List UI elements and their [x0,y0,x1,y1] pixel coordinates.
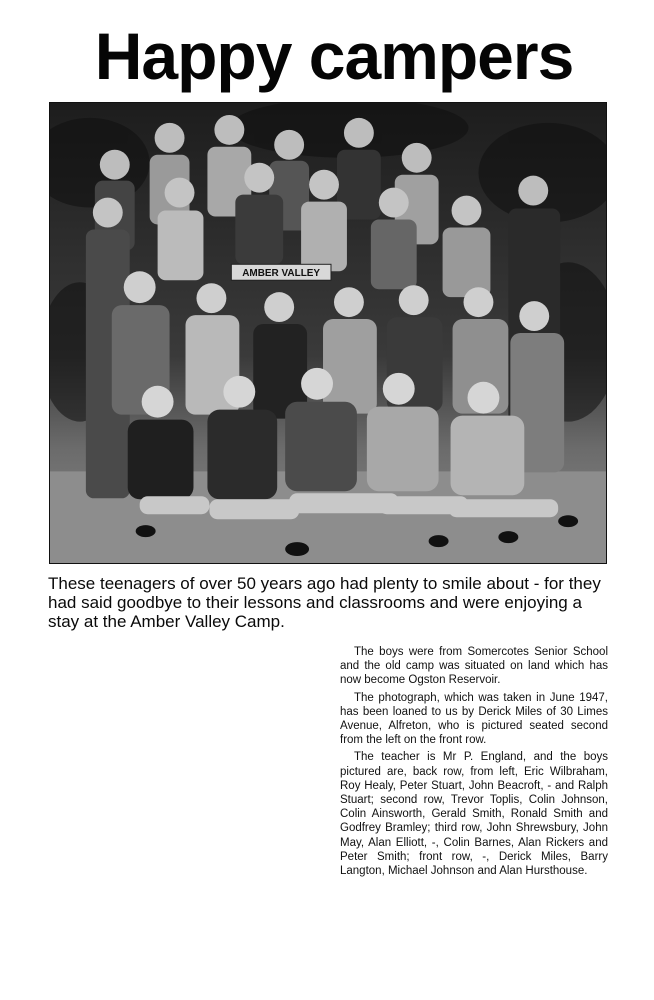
amber-valley-sign [231,264,331,280]
body-paragraph: The boys were from Somercotes Senior School and the old camp was situated on land which has now become Ogston Reservoir. [340,646,608,687]
body-paragraph: The teacher is Mr P. England, and the boys pictured are, back row, from left, Eric Wilbraham, Roy Healy, Peter Stuart, John Beacroft, - and Ralph Stuart; second row, Trevor Toplis, Colin Johnson, Colin Ainsworth, Gerald Smith, Ronald Smith and Godfrey Bramley; third row, John Shrewsbury, John May, Alan Elliott, -, Colin Barnes, Alan Rickers and Peter Smith; front row, -, Derick Miles, Barry Langton, Michael Johnson and Alan Hursthouse. [340,751,608,878]
body-paragraph: The photograph, which was taken in June 1947, has been loaned to us by Derick Miles of 30 Limes Avenue, Alfreton, who is pictured seated second from the left on the front row. [340,691,608,747]
article-body [340,645,608,881]
photograph-illustration [50,103,606,563]
headline: Happy campers [94,19,574,93]
lead-paragraph: These teenagers of over 50 years ago had plenty to smile about - for they had said goodbye to their lessons and classrooms and were enjoying a stay at the Amber Valley Camp. [48,574,601,631]
sign-text: AMBER VALLEY [242,268,321,280]
group-photograph [49,102,607,564]
